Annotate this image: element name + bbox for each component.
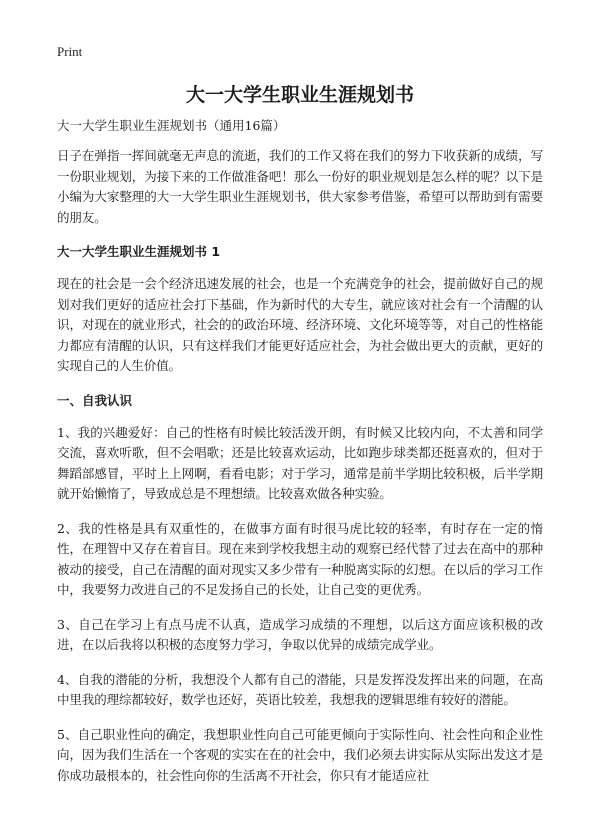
section-heading-1: 大一大学生职业生涯规划书 1 [57, 244, 221, 259]
section-1-paragraph: 现在的社会是一会个经济迅速发展的社会，也是一个充满竞争的社会，提前做好自己的规划对我们更好的适应社会打下基础，作为新时代的大专生，就应该对社会有一个清醒的认识，对现在的就业形式，社会的的政治环境、经济环境、文化环境等等，对自己的性格能力都应有清醒的认识，只有这样我们才能更好适应社会，为社会做出更大的贡献，更好的实现自己的人生价值。 [57, 276, 543, 373]
self-item-3: 3、自己在学习上有点马虎不认真，造成学习成绩的不理想，以后这方面应该积极的改进，在以后我将以积极的态度努力学习，争取以优异的成绩完成学业。 [57, 616, 543, 652]
self-item-5: 5、自己职业性向的确定，我想职业性向自己可能更倾向于实际性向、社会性向和企业性向，因为我们生活在一个客观的实实在在的社会中，我们必须去讲实际从实际出发这才是你成功最根本的，社会性向你的生活离不开社会，你只有才能适应社 [57, 726, 543, 783]
print-link[interactable]: Print [57, 44, 83, 59]
document-subtitle: 大一大学生职业生涯规划书（通用16篇） [57, 118, 286, 133]
self-item-1: 1、我的兴趣爱好：自己的性格有时候比较活泼开朗，有时候又比较内向，不太善和同学交流，喜欢听歌，但不会唱歌；还是比较喜欢运动，比如跑步球类都还挺喜欢的，但对于舞蹈部感冒，平时上上网啊，看看电影；对于学习，通常是前半学期比较积极，后半学期就开始懒惰了，导致成总是不理想绩。比较喜欢做各种实验。 [57, 424, 543, 501]
intro-paragraph: 日子在弹指一挥间就毫无声息的流逝，我们的工作又将在我们的努力下收获新的成绩，写一份职业规划，为接下来的工作做准备吧！那么一份好的职业规划是怎么样的呢？以下是小编为大家整理的大一大学生职业生涯规划书，供大家参考借鉴，希望可以帮助到有需要的朋友。 [57, 148, 543, 225]
page-title: 大一大学生职业生涯规划书 [185, 84, 414, 106]
self-awareness-heading: 一、自我认识 [57, 392, 133, 408]
self-item-4: 4、自我的潜能的分析，我想没个人都有自己的潜能，只是发挥没发挥出来的问题，在高中里我的理综都较好，数学也还好，英语比较差，我想我的逻辑思维有较好的潜能。 [57, 671, 543, 707]
self-item-2: 2、我的性格是具有双重性的，在做事方面有时很马虎比较的轻率，有时存在一定的惰性，在理智中又存在着盲目。现在来到学校我想主动的观察已经代替了过去在高中的那种被动的接受，自己在清醒的面对现实又多少带有一种脱离实际的幻想。在以后的学习工作中，我要努力改进自己的不足发扬自己的长处，让自己变的更优秀。 [57, 520, 543, 597]
